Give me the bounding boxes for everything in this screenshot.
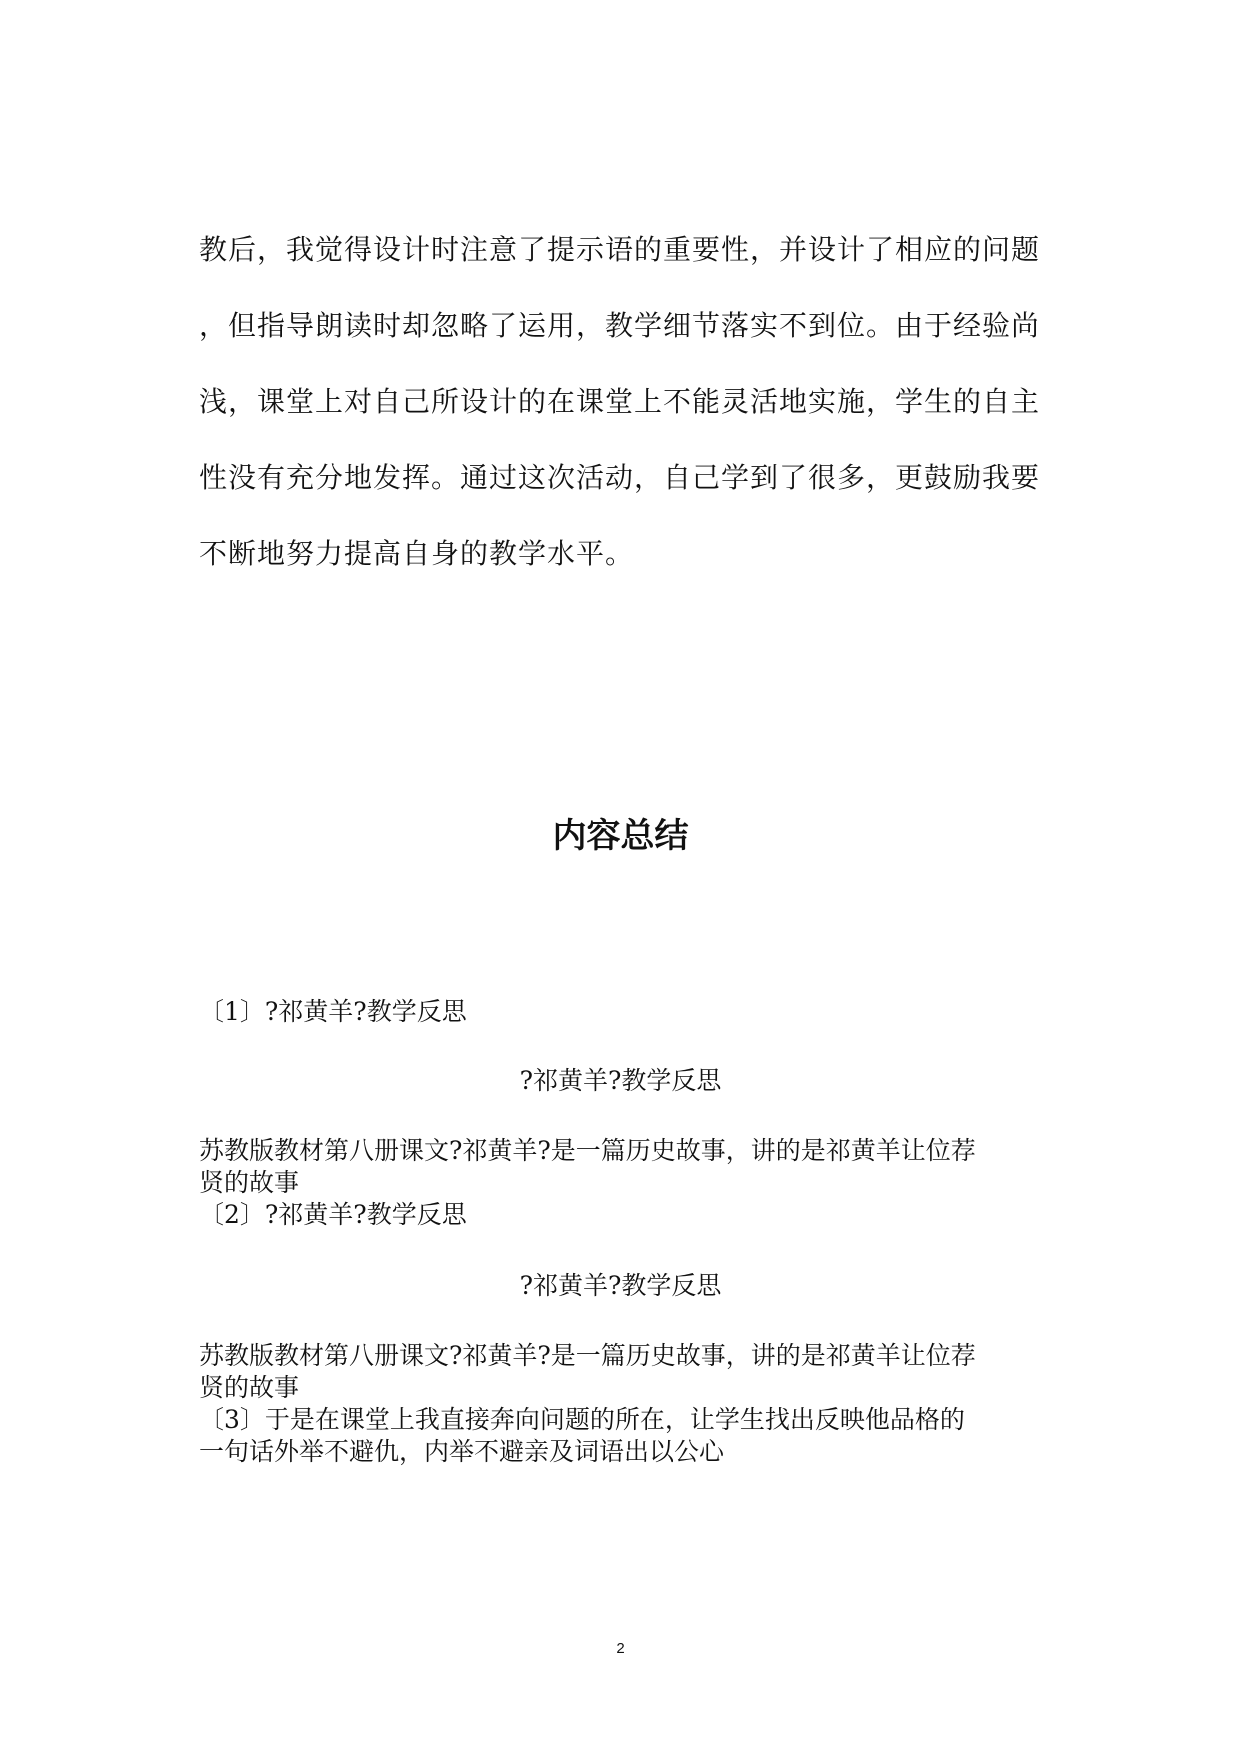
paragraph-line-4: 性没有充分地发挥。通过这次活动，自己学到了很多，更鼓励我要 <box>199 461 1041 494</box>
summary-item-1-text-line-1: 苏教版教材第八册课文?祁黄羊?是一篇历史故事，讲的是祁黄羊让位荐 <box>199 1136 976 1165</box>
summary-item-3-text-line-2: 一句话外举不避仇，内举不避亲及词语出以公心 <box>199 1437 725 1466</box>
summary-item-2-subtitle: ?祁黄羊?教学反思 <box>519 1271 722 1300</box>
summary-item-1-subtitle: ?祁黄羊?教学反思 <box>519 1066 722 1095</box>
summary-item-1-heading: 〔1〕?祁黄羊?教学反思 <box>199 997 467 1026</box>
summary-item-1-text-line-2: 贤的故事 <box>199 1168 300 1197</box>
summary-item-2-text-line-1: 苏教版教材第八册课文?祁黄羊?是一篇历史故事，讲的是祁黄羊让位荐 <box>199 1341 976 1370</box>
summary-item-2-text-line-2: 贤的故事 <box>199 1373 300 1402</box>
paragraph-line-1: 教后，我觉得设计时注意了提示语的重要性，并设计了相应的问题 <box>199 233 1041 266</box>
summary-title: 内容总结 <box>552 816 689 856</box>
page-number: 2 <box>616 1640 625 1657</box>
summary-item-2-heading: 〔2〕?祁黄羊?教学反思 <box>199 1200 467 1229</box>
paragraph-line-5: 不断地努力提高自身的教学水平。 <box>199 537 635 570</box>
summary-item-3-text-line-1: 〔3〕于是在课堂上我直接奔向问题的所在，让学生找出反映他品格的 <box>199 1405 965 1434</box>
paragraph-line-3: 浅，课堂上对自己所设计的在课堂上不能灵活地实施，学生的自主 <box>199 385 1041 418</box>
paragraph-line-2: ，但指导朗读时却忽略了运用，教学细节落实不到位。由于经验尚 <box>199 309 1041 342</box>
